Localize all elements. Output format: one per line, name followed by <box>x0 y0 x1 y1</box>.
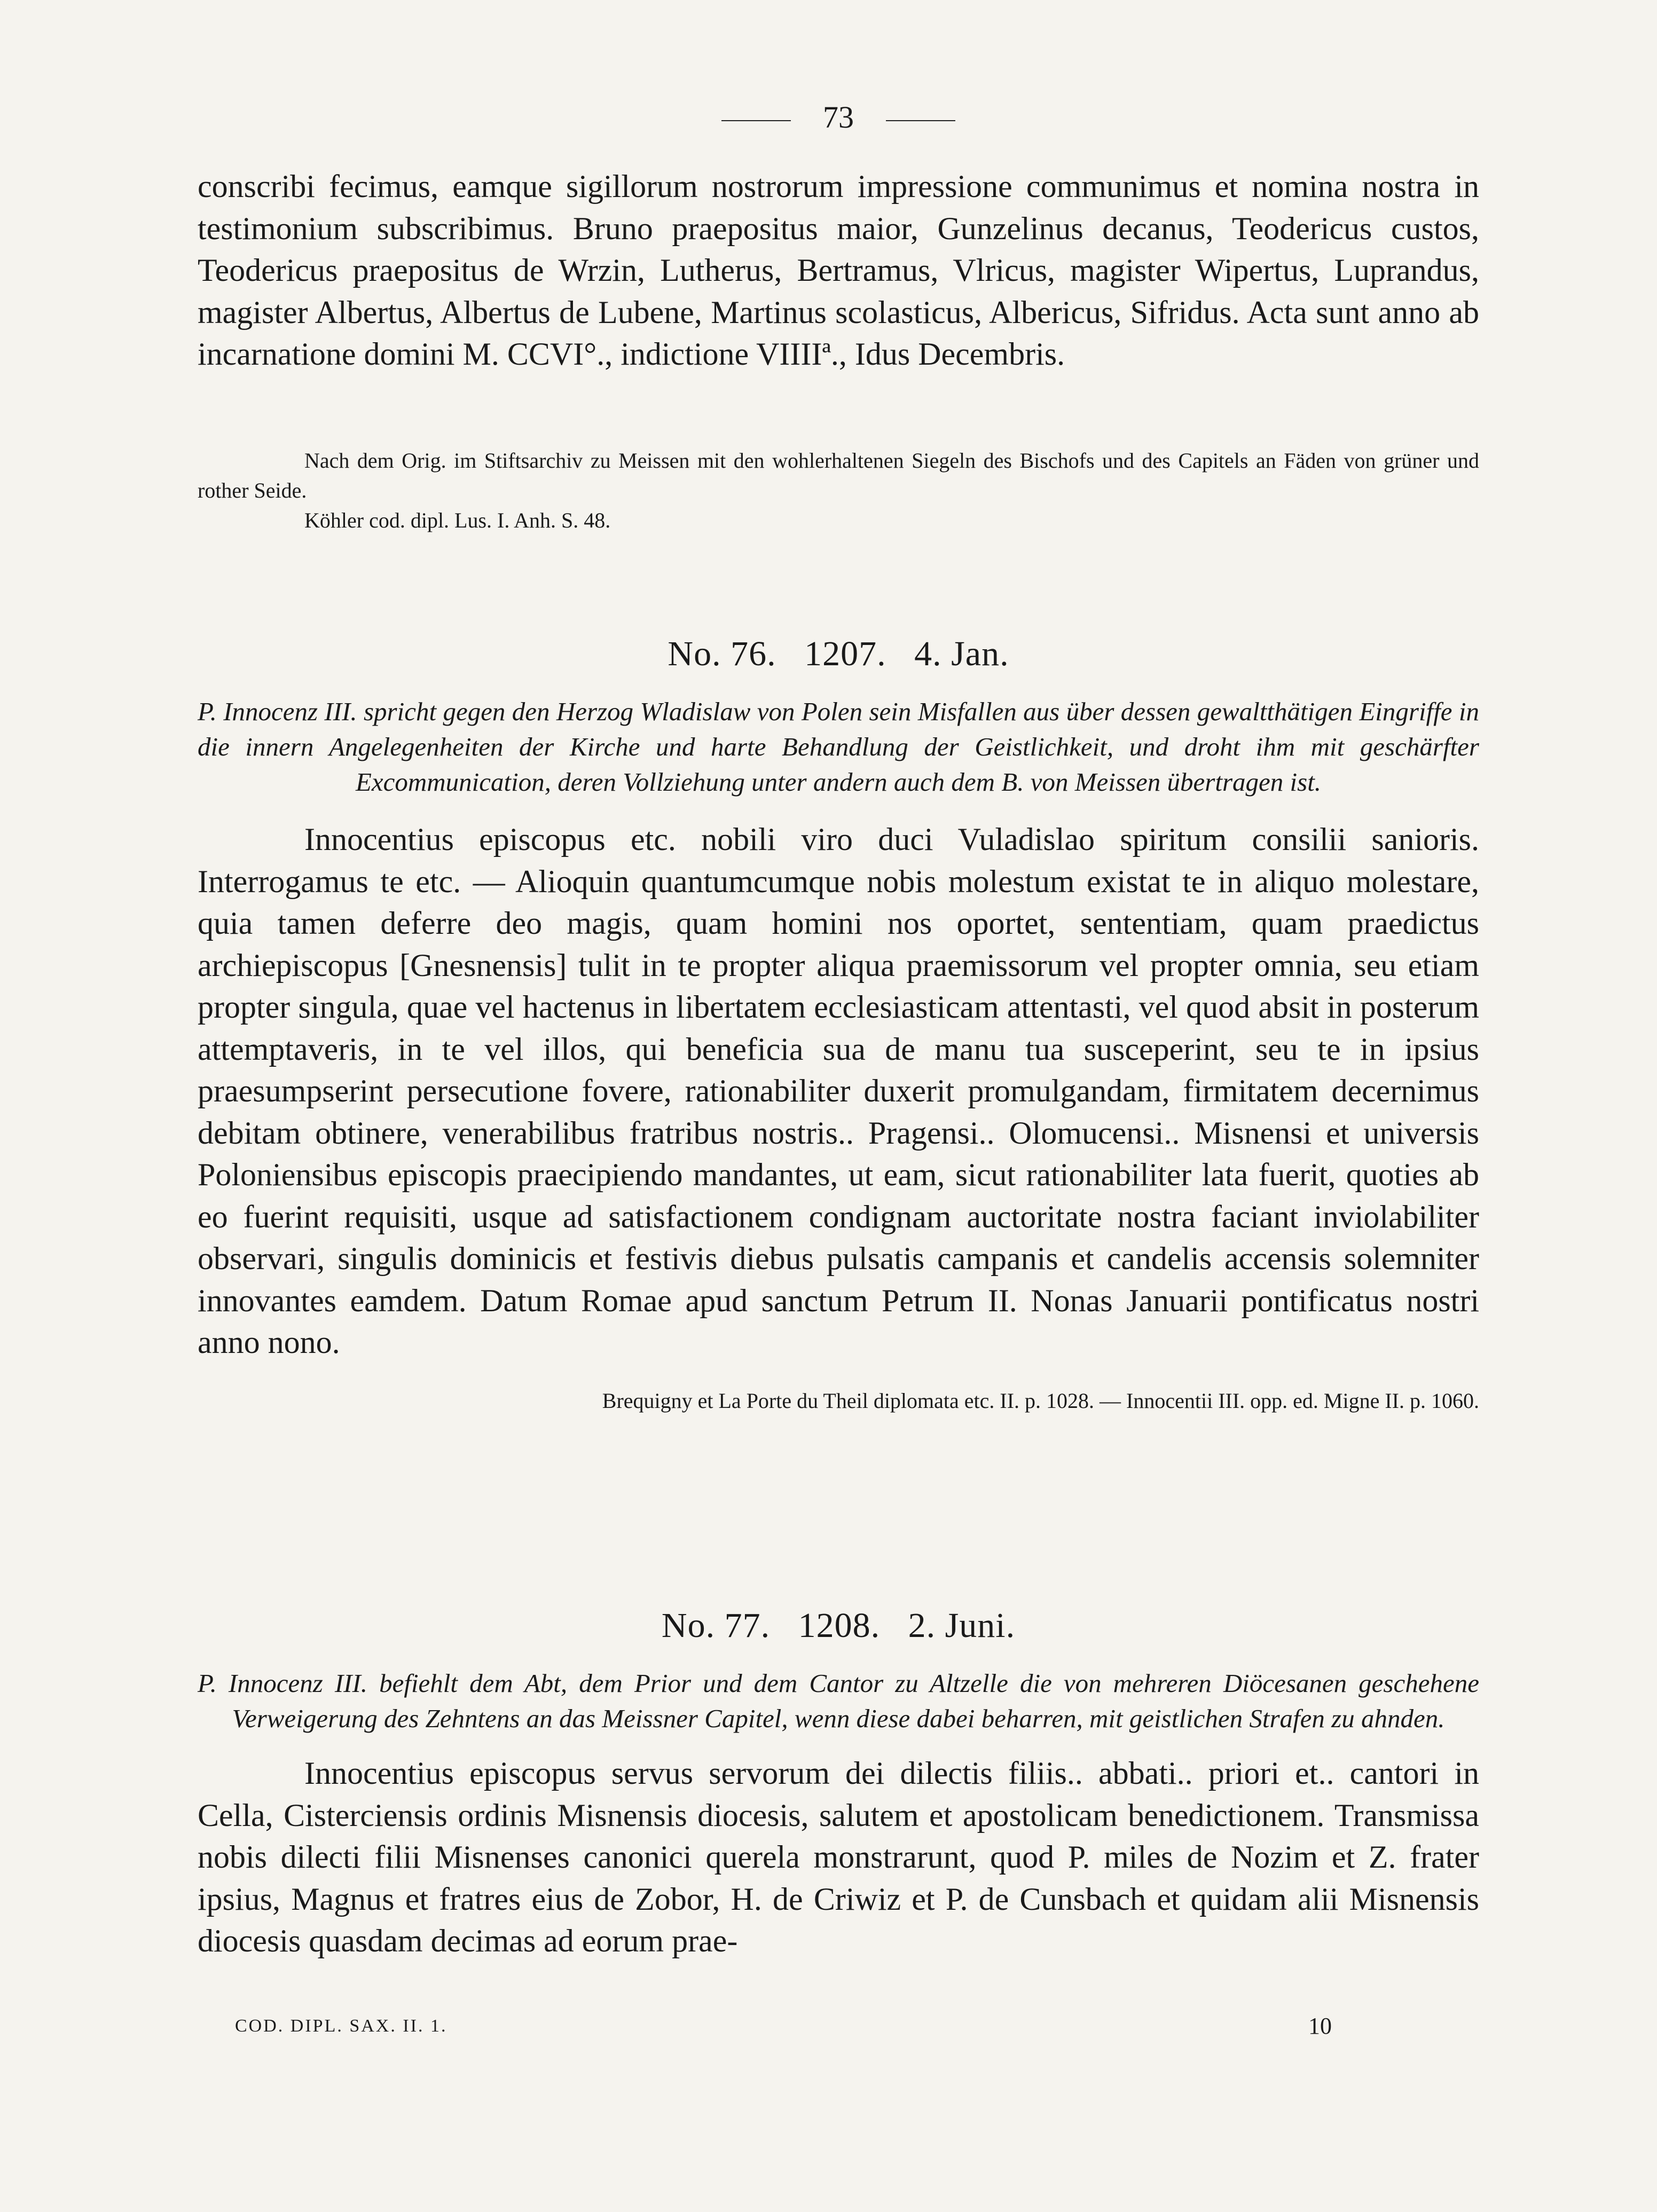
document-77-heading: No. 77. 1208. 2. Juni. <box>661 1606 1016 1645</box>
document-77 <box>198 1602 1479 1962</box>
document-76-citation: Brequigny et La Porte du Theil diplomata etc. II. p. 1028. — Innocentii III. opp. ed. Migne II. p. 1060. <box>602 1388 1479 1413</box>
source-note: Nach dem Orig. im Stiftsarchiv zu Meissen mit den wohlerhaltenen Siegeln des Bischofs und des Capitels an Fäden von grüner und rother Seide. <box>198 448 1479 502</box>
document-76-heading: No. 76. 1207. 4. Jan. <box>667 634 1009 673</box>
previous-document-ending <box>198 166 1479 375</box>
page-number-text: 73 <box>823 100 854 135</box>
edition-note: Köhler cod. dipl. Lus. I. Anh. S. 48. <box>304 508 611 532</box>
document-76-summary: P. Innocenz III. spricht gegen den Herzog Wladislaw von Polen sein Misfallen aus über dessen gewaltthätigen Eingriffe in die innern Angelegenheiten der Kirche und harte Behandlung der Geistlichkeit, und droht ihm mit geschärfter Excommunication, deren Vollziehung unter andern auch dem B. von Meissen übertragen ist. <box>198 697 1479 797</box>
previous-document-notes <box>198 446 1479 536</box>
document-77-text: Innocentius episcopus servus servorum dei dilectis filiis.. abbati.. priori et.. cantori in Cella, Cisterciensis ordinis Misnensis diocesis, salutem et apostolicam benedictionem. Transmissa nobis dilecti filii Misnenses canonici querela monstrarunt, quod P. miles de Nozim et Z. frater ipsius, Magnus et fratres eius de Zobor, H. de Criwiz et P. de Cunsbach et quidam alii Misnensis diocesis quasdam decimas ad eorum prae- <box>198 1756 1479 1958</box>
page-number <box>198 96 1479 139</box>
sheet-number: 10 <box>1308 2013 1332 2039</box>
sheet-signature: COD. DIPL. SAX. II. 1. <box>235 2016 447 2036</box>
rule-right <box>886 120 955 121</box>
document-77-summary: P. Innocenz III. befiehlt dem Abt, dem Prior und dem Cantor zu Altzelle die von mehreren Diöcesanen geschehene Verweigerung des Zehntens an das Meissner Capitel, wenn diese dabei beharren, mit geistlichen Strafen zu ahnden. <box>198 1668 1479 1733</box>
rule-left <box>721 120 791 121</box>
document-76-text: Innocentius episcopus etc. nobili viro duci Vuladislao spiritum consilii sanioris. Interrogamus te etc. — Alioquin quantumcumque nobis molestum existat te in aliquo molestare, quia tamen deferre deo magis, quam homini nos oportet, sententiam, quam praedictus archiepiscopus [Gnesnensis] tulit in te propter aliqua praemissorum vel propter omnia, seu etiam propter singula, quae vel hactenus in libertatem ecclesiasticam attentasti, vel quod absit in posterum attemptaveris, in te vel illos, qui beneficia sua de manu tua susceperint, seu te in ipsius praesumpserint persecutione fovere, rationabiliter duxerit promulgandam, firmitatem decernimus debitam obtinere, venerabilibus fratribus nostris.. Pragensi.. Olomucensi.. Misnensi et universis Poloniensibus episcopis praecipiendo mandantes, ut eam, sicut rationabiliter lata fuerit, quoties ab eo fuerint requisiti, usque ad satisfactionem condignam auctoritate nostra faciant inviolabiliter observari, singulis dominicis et festivis diebus pulsatis campanis et candelis accensis solemniter innovantes eamdem. Datum Romae apud sanctum Petrum II. Nonas Januarii pontificatus nostri anno nono. <box>198 822 1479 1360</box>
document-76 <box>198 630 1479 1416</box>
previous-document-text: conscribi fecimus, eamque sigillorum nostrorum impressione communimus et nomina nostra in testimonium subscribimus. Bruno praepositus maior, Gunzelinus decanus, Teodericus custos, Teodericus praepositus de Wrzin, Lutherus, Bertramus, Vlricus, magister Wipertus, Luprandus, magister Albertus, Albertus de Lubene, Martinus scolasticus, Albericus, Sifridus. Acta sunt anno ab incarnatione domini M. CCVI°., indictione VIIIIª., Idus Decembris. <box>198 169 1479 372</box>
